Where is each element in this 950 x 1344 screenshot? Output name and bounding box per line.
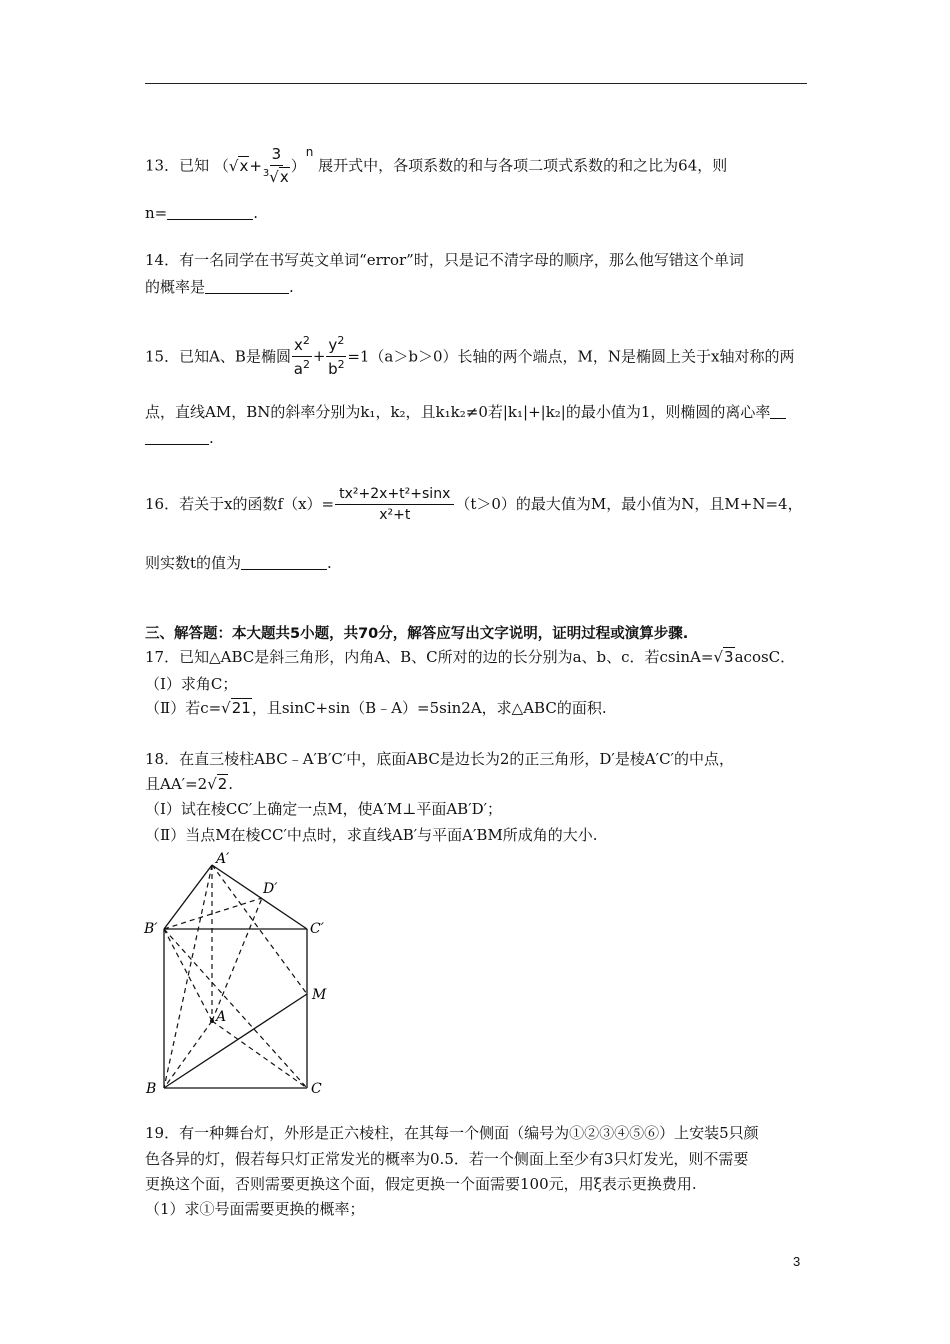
sqrt-2: √2 [207, 775, 228, 793]
label-M: M [312, 987, 327, 1003]
edge-Bp-Dp [164, 898, 262, 929]
answer-blank [167, 205, 253, 220]
sqrt-x: √x [228, 156, 249, 175]
q15-line2: 点，直线AM，BN的斜率分别为k₁，k₂，且k₁k₂≠0若|k₁|+|k₂|的最小值为1，则椭圆的离心率 [145, 404, 786, 420]
q15-fraction-x: $\frac{x^2}{a^2}$ [293, 334, 310, 379]
q13-suffix: 展开式中，各项系数的和与各项二项式系数的和之比为64，则 [318, 156, 728, 175]
q19-line2: 色各异的灯，假若每只灯正常发光的概率为0.5．若一个侧面上至少有3只灯发光，则不需要 [145, 1150, 749, 1168]
label-A-prime: A′ [216, 851, 230, 867]
answer-blank [770, 404, 786, 419]
q13-exponent: n [305, 145, 314, 159]
q19-line3: 更换这个面，否则需要更换这个面，假定更换一个面需要100元，用ξ表示更换费用. [145, 1175, 697, 1193]
label-C-prime: C′ [310, 921, 324, 937]
q17-part1: （Ⅰ）求角C； [145, 675, 238, 693]
label-D-prime: D′ [263, 881, 278, 897]
sqrt-21: √21 [221, 699, 251, 717]
q18-part2: （Ⅱ）当点M在棱CC′中点时，求直线AB′与平面A′BM所成角的大小. [145, 826, 598, 844]
section-heading: 三、解答题：本大题共5小题，共70分，解答应写出文字说明，证明过程或演算步骤. [145, 626, 689, 642]
answer-blank [241, 555, 327, 570]
q15-line1: 15．已知A、B是椭圆 $\frac{x^2}{a^2}$ + $\frac{y^2}{b^2}$ =1（a＞b＞0）长轴的两个端点，M，N是椭圆上关于x轴对称的两 [145, 334, 795, 379]
edge-B-M [164, 994, 307, 1088]
q19-part1: （1）求①号面需要更换的概率； [145, 1200, 365, 1218]
edge-A-C [212, 1021, 307, 1088]
label-B: B [146, 1081, 157, 1097]
q18-part1: （Ⅰ）试在棱CC′上确定一点M，使A′M⊥平面AB′D′； [145, 800, 503, 818]
q13-line2: n= . [145, 204, 259, 222]
label-C: C [311, 1081, 322, 1097]
q16-fraction: $\frac{\text{tx²+2x+t²+sinx}}{\text{x²+t}}$ [335, 486, 454, 523]
q13-line1 [145, 146, 727, 187]
sqrt-3: √3 [713, 648, 734, 666]
q13-expression: （ √x + $\frac{3}{^3√x}$ ） n [213, 145, 314, 187]
label-A: A [216, 1009, 227, 1025]
q19-line1: 19．有一种舞台灯，外形是正六棱柱，在其每一个侧面（编号为①②③④⑤⑥）上安装5只颜 [145, 1124, 759, 1142]
q14-line2: 的概率是 . [145, 278, 294, 296]
q15-line3: . [145, 430, 214, 446]
q13-prefix: 13．已知 [145, 156, 210, 175]
answer-blank-cont [145, 430, 209, 445]
q18-line2: 且AA′=2√2. [145, 775, 234, 793]
label-B-prime: B′ [144, 921, 158, 937]
q13-fraction: $\frac{3}{^3√x}$ [262, 145, 289, 187]
answer-blank [205, 279, 289, 294]
q16-line1: 16．若关于x的函数f（x）= $\frac{\text{tx²+2x+t²+sinx}}{\text{x²+t}}$ （t＞0）的最大值为M，最小值为N，且M+N=4， [145, 486, 803, 524]
header-rule [145, 83, 807, 84]
q15-fraction-y: $\frac{y^2}{b^2}$ [328, 334, 345, 379]
edge-Ap-B [164, 865, 212, 1088]
q16-line2: 则实数t的值为 . [145, 554, 332, 572]
edge-A-Dp [212, 898, 262, 1021]
page-number: 3 [793, 1254, 801, 1269]
prism-figure [140, 843, 350, 1098]
q17-part2: （Ⅱ）若c=√21，且sinC+sin（B﹣A）=5sin2A，求△ABC的面积. [145, 699, 607, 717]
q14-line1: 14．有一名同学在书写英文单词“error”时，只是记不清字母的顺序，那么他写错这个单词 [145, 251, 744, 269]
q17-line1: 17．已知△ABC是斜三角形，内角A、B、C所对的边的长分别为a、b、c．若csinA=√3acosC． [145, 648, 796, 666]
edge-Bp-Ap [164, 865, 212, 929]
q18-line1: 18．在直三棱柱ABC﹣A′B′C′中，底面ABC是边长为2的正三角形，D′是棱A′C′的中点， [145, 750, 734, 768]
edge-Ap-Cp [212, 865, 307, 929]
